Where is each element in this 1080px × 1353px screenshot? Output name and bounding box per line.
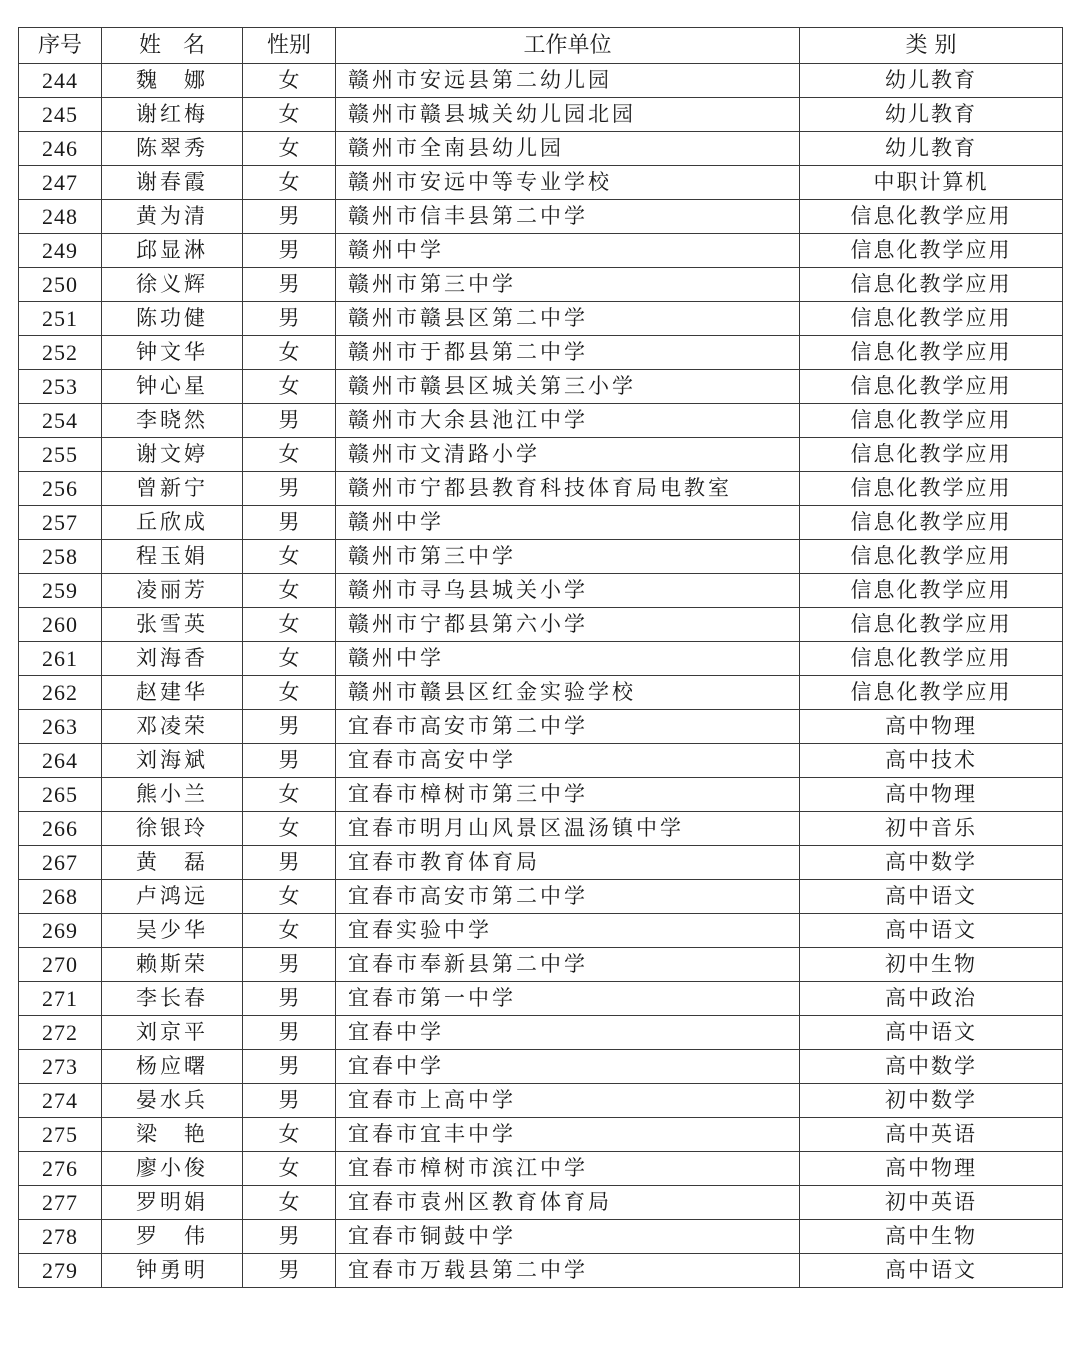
cell-no: 271 (19, 982, 102, 1016)
table-row (19, 710, 1063, 744)
cell-name: 晏水兵 (102, 1084, 243, 1118)
cell-no: 255 (19, 438, 102, 472)
cell-name: 钟心星 (102, 370, 243, 404)
cell-unit: 宜春市铜鼓中学 (336, 1220, 800, 1254)
cell-no: 261 (19, 642, 102, 676)
cell-gender: 男 (243, 234, 336, 268)
roster-document (18, 27, 1062, 1288)
cell-category: 信息化教学应用 (800, 336, 1063, 370)
cell-no: 278 (19, 1220, 102, 1254)
cell-category: 信息化教学应用 (800, 676, 1063, 710)
cell-gender: 男 (243, 404, 336, 438)
cell-unit: 宜春市袁州区教育体育局 (336, 1186, 800, 1220)
cell-no: 269 (19, 914, 102, 948)
cell-gender: 男 (243, 1050, 336, 1084)
table-row (19, 608, 1063, 642)
cell-no: 262 (19, 676, 102, 710)
cell-unit: 宜春市奉新县第二中学 (336, 948, 800, 982)
cell-unit: 赣州中学 (336, 234, 800, 268)
cell-category: 信息化教学应用 (800, 438, 1063, 472)
header-name: 姓 名 (102, 28, 243, 64)
cell-gender: 男 (243, 982, 336, 1016)
cell-no: 263 (19, 710, 102, 744)
cell-unit: 宜春市教育体育局 (336, 846, 800, 880)
table-row (19, 982, 1063, 1016)
cell-name: 谢红梅 (102, 98, 243, 132)
table-row (19, 676, 1063, 710)
cell-gender: 女 (243, 778, 336, 812)
cell-gender: 女 (243, 880, 336, 914)
cell-unit: 宜春市樟树市第三中学 (336, 778, 800, 812)
cell-gender: 男 (243, 710, 336, 744)
cell-name: 谢文婷 (102, 438, 243, 472)
cell-category: 高中语文 (800, 1254, 1063, 1288)
cell-gender: 男 (243, 1016, 336, 1050)
table-row (19, 98, 1063, 132)
cell-category: 高中数学 (800, 1050, 1063, 1084)
table-row (19, 1220, 1063, 1254)
cell-gender: 女 (243, 98, 336, 132)
cell-unit: 宜春实验中学 (336, 914, 800, 948)
cell-category: 信息化教学应用 (800, 574, 1063, 608)
cell-category: 高中语文 (800, 880, 1063, 914)
cell-name: 陈翠秀 (102, 132, 243, 166)
cell-unit: 宜春市樟树市滨江中学 (336, 1152, 800, 1186)
cell-unit: 宜春中学 (336, 1050, 800, 1084)
cell-gender: 女 (243, 574, 336, 608)
table-row (19, 778, 1063, 812)
cell-no: 260 (19, 608, 102, 642)
cell-category: 信息化教学应用 (800, 472, 1063, 506)
cell-no: 252 (19, 336, 102, 370)
cell-no: 276 (19, 1152, 102, 1186)
table-row (19, 166, 1063, 200)
cell-no: 259 (19, 574, 102, 608)
cell-category: 信息化教学应用 (800, 268, 1063, 302)
table-row (19, 540, 1063, 574)
header-unit: 工作单位 (336, 28, 800, 64)
table-row (19, 880, 1063, 914)
table-row (19, 302, 1063, 336)
cell-no: 268 (19, 880, 102, 914)
cell-unit: 赣州市第三中学 (336, 268, 800, 302)
cell-no: 251 (19, 302, 102, 336)
cell-category: 幼儿教育 (800, 132, 1063, 166)
cell-unit: 赣州市赣县区红金实验学校 (336, 676, 800, 710)
cell-gender: 男 (243, 1254, 336, 1288)
cell-category: 高中政治 (800, 982, 1063, 1016)
cell-gender: 女 (243, 64, 336, 98)
cell-gender: 女 (243, 642, 336, 676)
cell-no: 265 (19, 778, 102, 812)
cell-category: 信息化教学应用 (800, 540, 1063, 574)
cell-name: 李晓然 (102, 404, 243, 438)
cell-unit: 宜春市上高中学 (336, 1084, 800, 1118)
cell-no: 250 (19, 268, 102, 302)
cell-gender: 男 (243, 200, 336, 234)
cell-gender: 女 (243, 438, 336, 472)
cell-category: 信息化教学应用 (800, 302, 1063, 336)
cell-gender: 男 (243, 268, 336, 302)
cell-gender: 女 (243, 1186, 336, 1220)
cell-category: 高中生物 (800, 1220, 1063, 1254)
cell-unit: 宜春市明月山风景区温汤镇中学 (336, 812, 800, 846)
cell-no: 274 (19, 1084, 102, 1118)
cell-unit: 宜春市高安市第二中学 (336, 710, 800, 744)
cell-category: 高中语文 (800, 914, 1063, 948)
table-row (19, 64, 1063, 98)
cell-no: 279 (19, 1254, 102, 1288)
cell-name: 徐银玲 (102, 812, 243, 846)
cell-category: 信息化教学应用 (800, 234, 1063, 268)
header-row (19, 28, 1063, 64)
table-row (19, 642, 1063, 676)
cell-unit: 赣州市宁都县教育科技体育局电教室 (336, 472, 800, 506)
cell-unit: 赣州市赣县城关幼儿园北园 (336, 98, 800, 132)
cell-category: 信息化教学应用 (800, 506, 1063, 540)
cell-gender: 女 (243, 914, 336, 948)
cell-unit: 赣州市文清路小学 (336, 438, 800, 472)
cell-gender: 女 (243, 608, 336, 642)
cell-name: 谢春霞 (102, 166, 243, 200)
cell-gender: 男 (243, 302, 336, 336)
table-row (19, 132, 1063, 166)
cell-unit: 赣州市全南县幼儿园 (336, 132, 800, 166)
cell-unit: 赣州市大余县池江中学 (336, 404, 800, 438)
cell-name: 魏 娜 (102, 64, 243, 98)
cell-unit: 赣州市于都县第二中学 (336, 336, 800, 370)
table-row (19, 574, 1063, 608)
cell-gender: 男 (243, 472, 336, 506)
cell-gender: 男 (243, 1084, 336, 1118)
cell-no: 266 (19, 812, 102, 846)
table-row (19, 1186, 1063, 1220)
table-row (19, 472, 1063, 506)
cell-no: 257 (19, 506, 102, 540)
cell-no: 249 (19, 234, 102, 268)
table-row (19, 370, 1063, 404)
cell-category: 幼儿教育 (800, 64, 1063, 98)
cell-no: 254 (19, 404, 102, 438)
cell-name: 陈功健 (102, 302, 243, 336)
cell-name: 杨应曙 (102, 1050, 243, 1084)
cell-unit: 赣州市赣县区第二中学 (336, 302, 800, 336)
cell-no: 245 (19, 98, 102, 132)
table-row (19, 438, 1063, 472)
cell-no: 273 (19, 1050, 102, 1084)
cell-gender: 女 (243, 1118, 336, 1152)
cell-name: 曾新宁 (102, 472, 243, 506)
cell-no: 275 (19, 1118, 102, 1152)
cell-name: 廖小俊 (102, 1152, 243, 1186)
cell-name: 丘欣成 (102, 506, 243, 540)
cell-no: 267 (19, 846, 102, 880)
cell-gender: 男 (243, 948, 336, 982)
cell-gender: 女 (243, 166, 336, 200)
cell-gender: 男 (243, 846, 336, 880)
table-row (19, 234, 1063, 268)
header-category: 类 别 (800, 28, 1063, 64)
table-row (19, 948, 1063, 982)
cell-category: 初中生物 (800, 948, 1063, 982)
cell-unit: 赣州市安远县第二幼儿园 (336, 64, 800, 98)
cell-name: 刘海香 (102, 642, 243, 676)
cell-category: 高中语文 (800, 1016, 1063, 1050)
table-row (19, 1084, 1063, 1118)
cell-name: 吴少华 (102, 914, 243, 948)
cell-category: 初中数学 (800, 1084, 1063, 1118)
cell-name: 邱显淋 (102, 234, 243, 268)
cell-category: 高中物理 (800, 1152, 1063, 1186)
cell-category: 高中物理 (800, 778, 1063, 812)
cell-category: 信息化教学应用 (800, 370, 1063, 404)
cell-unit: 赣州市第三中学 (336, 540, 800, 574)
cell-gender: 女 (243, 812, 336, 846)
cell-category: 高中英语 (800, 1118, 1063, 1152)
table-row (19, 506, 1063, 540)
roster-table (18, 27, 1063, 1288)
table-row (19, 914, 1063, 948)
cell-name: 张雪英 (102, 608, 243, 642)
cell-no: 258 (19, 540, 102, 574)
cell-category: 高中数学 (800, 846, 1063, 880)
cell-category: 初中英语 (800, 1186, 1063, 1220)
cell-no: 247 (19, 166, 102, 200)
table-row (19, 1118, 1063, 1152)
cell-unit: 宜春市第一中学 (336, 982, 800, 1016)
cell-gender: 男 (243, 744, 336, 778)
cell-name: 李长春 (102, 982, 243, 1016)
cell-no: 272 (19, 1016, 102, 1050)
cell-no: 270 (19, 948, 102, 982)
cell-name: 熊小兰 (102, 778, 243, 812)
cell-gender: 男 (243, 1220, 336, 1254)
cell-category: 信息化教学应用 (800, 404, 1063, 438)
cell-category: 信息化教学应用 (800, 608, 1063, 642)
cell-category: 初中音乐 (800, 812, 1063, 846)
cell-name: 刘海斌 (102, 744, 243, 778)
cell-no: 256 (19, 472, 102, 506)
cell-category: 高中物理 (800, 710, 1063, 744)
cell-unit: 赣州市安远中等专业学校 (336, 166, 800, 200)
cell-name: 黄为清 (102, 200, 243, 234)
cell-no: 264 (19, 744, 102, 778)
cell-unit: 赣州中学 (336, 642, 800, 676)
table-header (19, 28, 1063, 64)
cell-no: 253 (19, 370, 102, 404)
cell-no: 277 (19, 1186, 102, 1220)
table-row (19, 200, 1063, 234)
cell-category: 幼儿教育 (800, 98, 1063, 132)
cell-name: 黄 磊 (102, 846, 243, 880)
cell-unit: 赣州市宁都县第六小学 (336, 608, 800, 642)
cell-name: 钟勇明 (102, 1254, 243, 1288)
table-row (19, 268, 1063, 302)
cell-no: 244 (19, 64, 102, 98)
cell-unit: 赣州市寻乌县城关小学 (336, 574, 800, 608)
cell-unit: 宜春市宜丰中学 (336, 1118, 800, 1152)
cell-unit: 赣州市赣县区城关第三小学 (336, 370, 800, 404)
table-row (19, 1254, 1063, 1288)
cell-gender: 女 (243, 676, 336, 710)
table-row (19, 1016, 1063, 1050)
cell-name: 程玉娟 (102, 540, 243, 574)
cell-gender: 男 (243, 506, 336, 540)
cell-no: 248 (19, 200, 102, 234)
cell-gender: 女 (243, 132, 336, 166)
cell-unit: 宜春市万载县第二中学 (336, 1254, 800, 1288)
cell-name: 邓凌荣 (102, 710, 243, 744)
cell-category: 中职计算机 (800, 166, 1063, 200)
cell-category: 高中技术 (800, 744, 1063, 778)
cell-name: 赖斯荣 (102, 948, 243, 982)
cell-name: 罗明娟 (102, 1186, 243, 1220)
header-gender: 性别 (243, 28, 336, 64)
cell-name: 梁 艳 (102, 1118, 243, 1152)
cell-category: 信息化教学应用 (800, 642, 1063, 676)
cell-name: 钟文华 (102, 336, 243, 370)
cell-name: 凌丽芳 (102, 574, 243, 608)
table-body (19, 64, 1063, 1288)
cell-no: 246 (19, 132, 102, 166)
cell-unit: 赣州市信丰县第二中学 (336, 200, 800, 234)
cell-gender: 女 (243, 370, 336, 404)
cell-name: 刘京平 (102, 1016, 243, 1050)
cell-unit: 宜春中学 (336, 1016, 800, 1050)
cell-name: 罗 伟 (102, 1220, 243, 1254)
table-row (19, 744, 1063, 778)
cell-gender: 女 (243, 1152, 336, 1186)
cell-gender: 女 (243, 540, 336, 574)
cell-gender: 女 (243, 336, 336, 370)
header-no: 序号 (19, 28, 102, 64)
cell-unit: 宜春市高安中学 (336, 744, 800, 778)
cell-category: 信息化教学应用 (800, 200, 1063, 234)
cell-name: 徐义辉 (102, 268, 243, 302)
table-row (19, 404, 1063, 438)
table-row (19, 1152, 1063, 1186)
cell-name: 卢鸿远 (102, 880, 243, 914)
cell-name: 赵建华 (102, 676, 243, 710)
table-row (19, 846, 1063, 880)
table-row (19, 812, 1063, 846)
table-row (19, 336, 1063, 370)
table-row (19, 1050, 1063, 1084)
cell-unit: 赣州中学 (336, 506, 800, 540)
cell-unit: 宜春市高安市第二中学 (336, 880, 800, 914)
